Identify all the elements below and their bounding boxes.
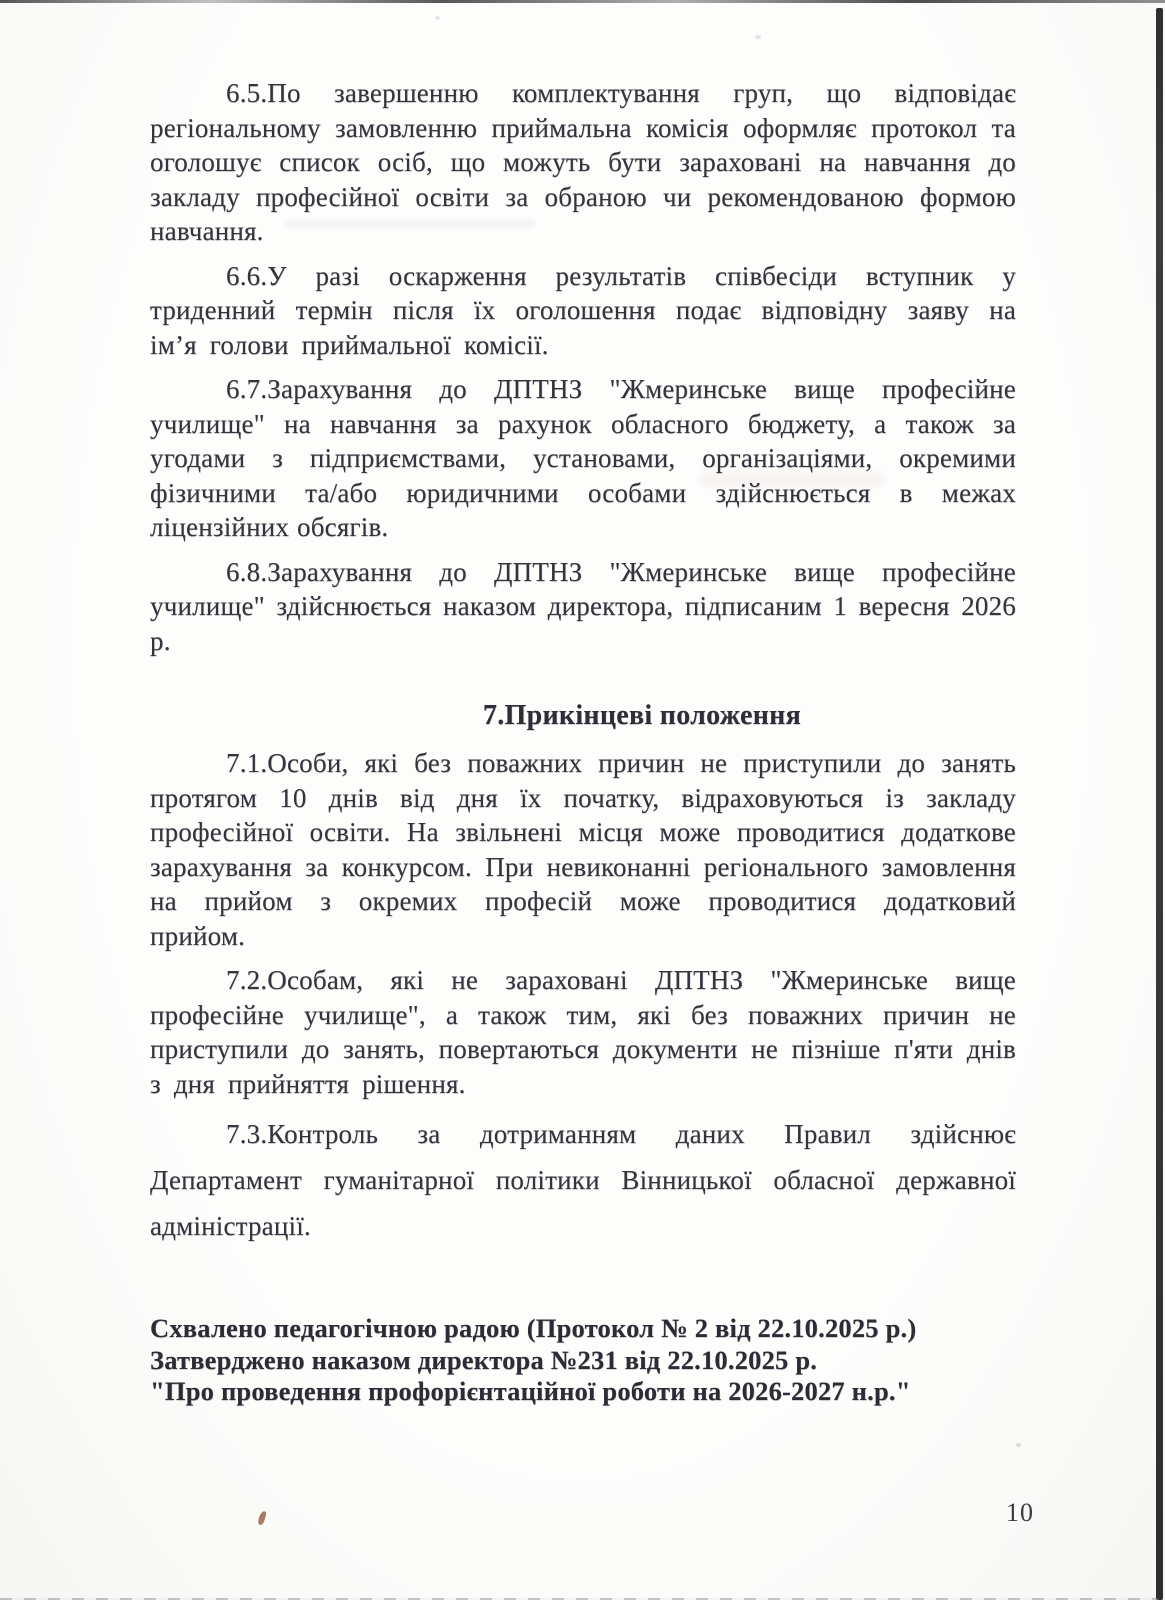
approval-line-pedagogical-council: Схвалено педагогічною радою (Протокол № 2 від 22.10.2025 р.) (150, 1313, 917, 1343)
scan-speck (257, 1510, 267, 1525)
approval-line-director-order: Затверджено наказом директора №231 від 22.10.2025 р. (150, 1344, 818, 1375)
scan-right-edge-bar (1156, 8, 1163, 1600)
paragraph-6-8: 6.8.Зарахування до ДПТНЗ "Жмеринське вище професійне училище" здійснюється наказом директора, підписаним 1 вересня 2026 р. (150, 556, 1016, 656)
paragraph-6-7: 6.7.Зарахування до ДПТНЗ "Жмеринське вище професійне училище" на навчання за рахунок обласного бюджету, а також за угодами з підприємствами, установами, організаціями, окремими фізичними та/або юридичними особами здійснюється в межах ліцензійних обсягів. (150, 374, 1016, 542)
paragraph-6-5: 6.5.По завершенню комплектування груп, що відповідає регіональному замовленню приймальна комісія оформляє протокол та оголошує список осіб, що можуть бути зараховані на навчання до закладу професійної освіти за обраною чи рекомендованою формою навчання. (150, 78, 1016, 246)
page-number: 10 (1006, 1498, 1034, 1527)
approval-line-order-title: "Про проведення профорієнтаційної роботи на 2026-2027 н.р." (150, 1376, 911, 1406)
scan-top-edge-line (0, 0, 1165, 3)
scan-speck (1016, 1443, 1021, 1447)
document-text-block (150, 76, 1016, 1408)
section-7-heading: 7.Прикінцеві положення (482, 700, 802, 731)
scan-speck (755, 35, 761, 39)
approval-block (150, 1313, 1016, 1408)
paragraph-7-3: 7.3.Контроль за дотриманням даних Правил здійснює Департамент гуманітарної політики Вінницької обласної державної адміністрації. (150, 1119, 1016, 1241)
paragraph-7-2: 7.2.Особам, які не зараховані ДПТНЗ "Жмеринське вище професійне училище", а також тим, які без поважних причин не приступили до занять, повертаються документи не пізніше п'яти днів з дня прийняття рішення. (150, 965, 1016, 1099)
paragraph-7-1: 7.1.Особи, які без поважних причин не приступили до занять протягом 10 днів від дня їх початку, відраховуються із закладу професійної освіти. На звільнені місця може проводитися додаткове зарахування за конкурсом. При невиконанні регіонального замовлення на прийом з окремих професій може проводитися додатковий прийом. (150, 748, 1016, 951)
paragraph-6-6: 6.6.У разі оскарження результатів співбесіди вступник у триденний термін після їх оголошення подає відповідну заяву на ім’я голови приймальної комісії. (150, 260, 1016, 360)
scan-speck (435, 16, 440, 20)
